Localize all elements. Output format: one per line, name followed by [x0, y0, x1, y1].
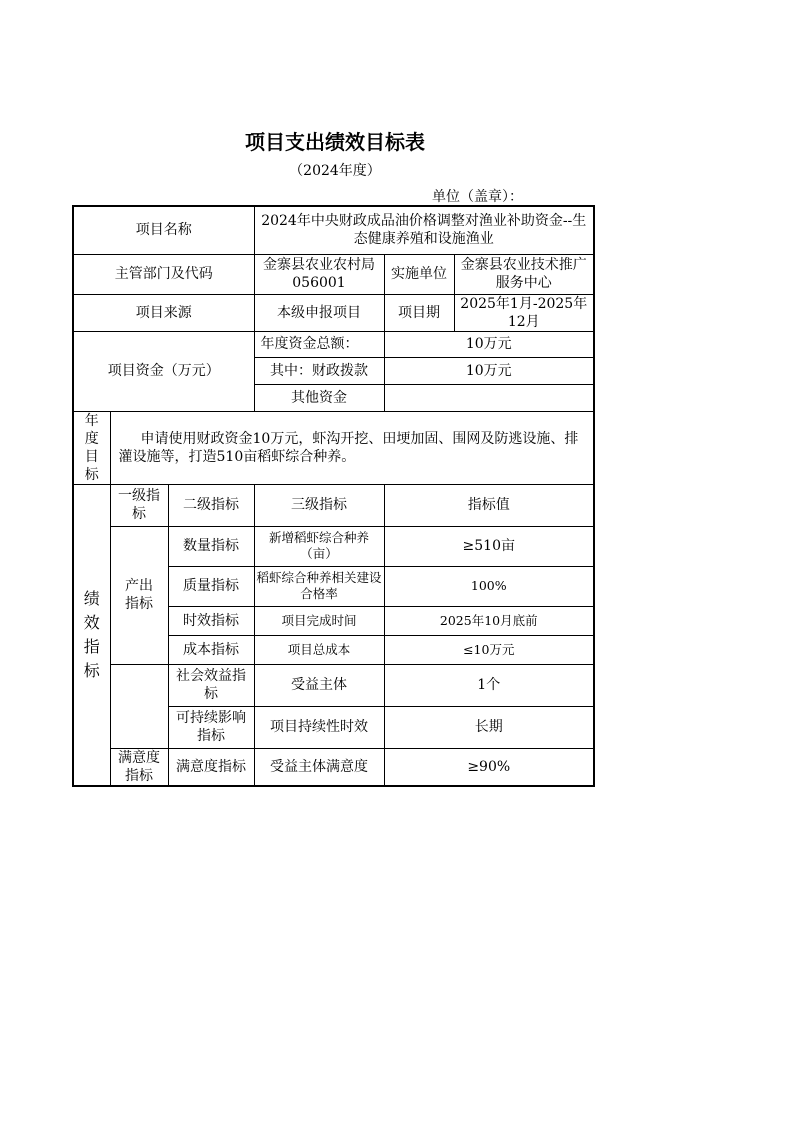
page-title: 项目支出绩效目标表: [245, 130, 425, 154]
timeliness-level3: 项目完成时间: [254, 606, 384, 635]
header-level3: 三级指标: [254, 484, 384, 526]
row-output-quantity: [73, 526, 594, 566]
funds-total-label: 年度资金总额：: [254, 331, 384, 357]
social-level3: 受益主体: [254, 664, 384, 706]
project-name-value: 2024年中央财政成品油价格调整对渔业补助资金--生态健康养殖和设施渔业: [254, 206, 594, 254]
implementer-label: 实施单位: [384, 254, 454, 294]
row-funds-total: [73, 331, 594, 357]
annual-goal-text: 申请使用财政资金10万元，虾沟开挖、田埂加固、围网及防逃设施、排灌设施等，打造510亩稻虾综合种养。: [110, 411, 594, 484]
output-indicator-label: 产出指标: [110, 526, 168, 664]
header-level2: 二级指标: [168, 484, 254, 526]
satisfaction-level3: 受益主体满意度: [254, 748, 384, 786]
row-department: [73, 254, 594, 294]
header-level1: 一级指标: [110, 484, 168, 526]
quality-level3: 稻虾综合种养相关建设合格率: [254, 566, 384, 606]
period-label: 项目期: [384, 294, 454, 331]
source-label: 项目来源: [73, 294, 254, 331]
timeliness-level2: 时效指标: [168, 606, 254, 635]
annual-goal-label: 年度目标: [73, 411, 110, 484]
row-benefit-social: [73, 664, 594, 706]
sustainable-level2: 可持续影响指标: [168, 706, 254, 748]
unit-stamp-label: 单位（盖章）：: [432, 189, 523, 205]
quantity-level2: 数量指标: [168, 526, 254, 566]
timeliness-value: 2025年10月底前: [384, 606, 594, 635]
department-label: 主管部门及代码: [73, 254, 254, 294]
benefit-indicator-label: [110, 664, 168, 748]
satisfaction-indicator-label: 满意度指标: [110, 748, 168, 786]
project-name-label: 项目名称: [73, 206, 254, 254]
row-annual-goal: [73, 411, 594, 484]
cost-level3: 项目总成本: [254, 635, 384, 664]
row-satisfaction: [73, 748, 594, 786]
funds-total-value: 10万元: [384, 331, 594, 357]
quality-level2: 质量指标: [168, 566, 254, 606]
performance-indicators-label: 绩效指标: [73, 484, 110, 786]
satisfaction-value: ≥90%: [384, 748, 594, 786]
period-value: 2025年1月-2025年12月: [454, 294, 594, 331]
source-value: 本级申报项目: [254, 294, 384, 331]
quantity-value: ≥510亩: [384, 526, 594, 566]
sustainable-level3: 项目持续性时效: [254, 706, 384, 748]
cost-level2: 成本指标: [168, 635, 254, 664]
sustainable-value: 长期: [384, 706, 594, 748]
satisfaction-level2: 满意度指标: [168, 748, 254, 786]
header-value: 指标值: [384, 484, 594, 526]
department-value: 金寨县农业农村局056001: [254, 254, 384, 294]
performance-target-table: [72, 205, 595, 787]
cost-value: ≤10万元: [384, 635, 594, 664]
quantity-level3: 新增稻虾综合种养（亩）: [254, 526, 384, 566]
funds-fiscal-label: 其中：财政拨款: [254, 357, 384, 384]
social-value: 1个: [384, 664, 594, 706]
funds-other-value: [384, 384, 594, 411]
row-project-name: [73, 206, 594, 254]
social-level2: 社会效益指标: [168, 664, 254, 706]
funds-other-label: 其他资金: [254, 384, 384, 411]
implementer-value: 金寨县农业技术推广服务中心: [454, 254, 594, 294]
row-source: [73, 294, 594, 331]
quality-value: 100%: [384, 566, 594, 606]
funds-label: 项目资金（万元）: [73, 331, 254, 411]
year-subtitle: （2024年度）: [289, 163, 381, 179]
funds-fiscal-value: 10万元: [384, 357, 594, 384]
row-indicator-headers: [73, 484, 594, 526]
